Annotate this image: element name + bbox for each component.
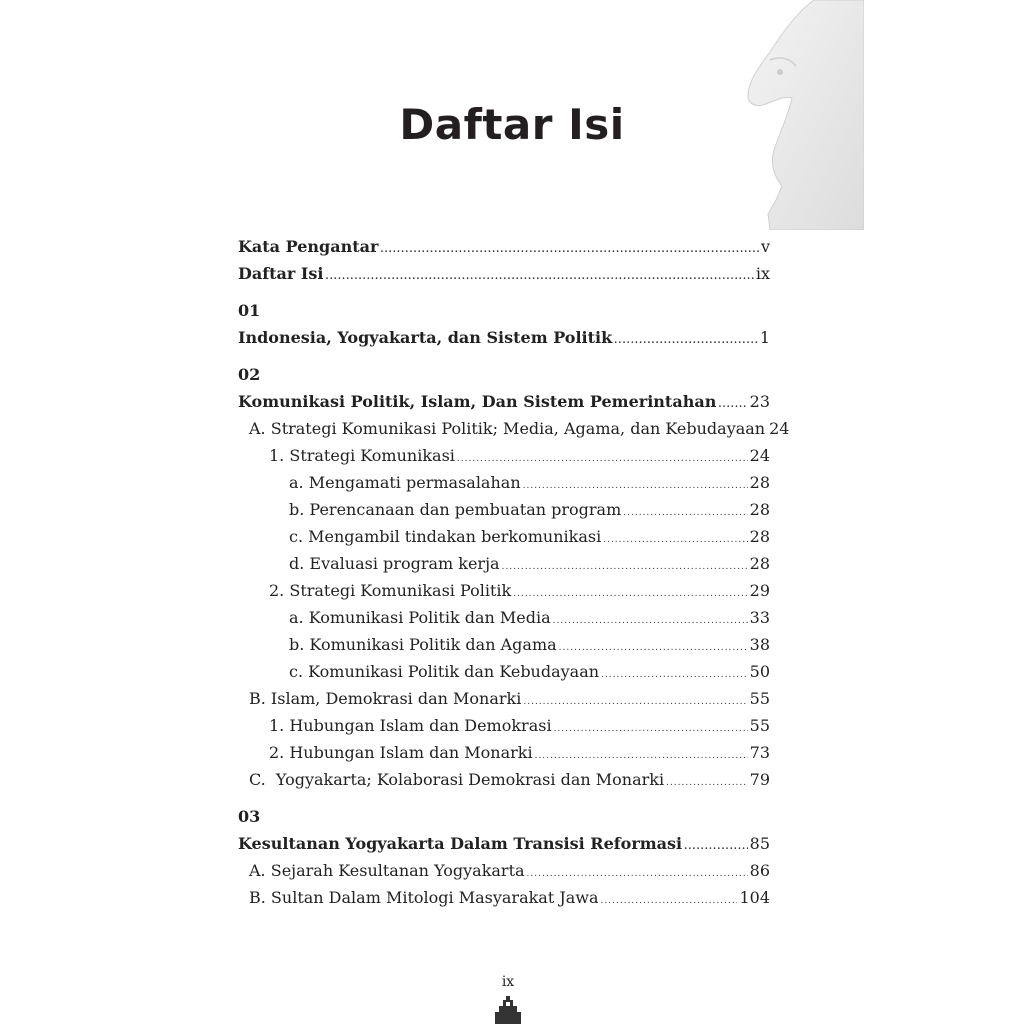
entry-page: 24 xyxy=(769,419,790,438)
entry-page: 28 xyxy=(749,554,770,573)
toc-entry[interactable] xyxy=(238,442,770,469)
toc-entry[interactable] xyxy=(238,857,770,884)
entry-page: v xyxy=(760,237,770,256)
toc-entry[interactable] xyxy=(238,712,770,739)
chapter-number: 01 xyxy=(238,301,261,320)
toc-entry[interactable] xyxy=(238,415,790,442)
entry-label: B. Islam, Demokrasi dan Monarki xyxy=(249,689,522,708)
entry-label: Daftar Isi xyxy=(238,264,324,283)
dot-leader xyxy=(603,527,747,554)
entry-page: 79 xyxy=(749,770,770,789)
toc-entry[interactable] xyxy=(238,523,770,550)
dot-leader xyxy=(502,554,748,581)
entry-page: 33 xyxy=(749,608,770,627)
toc-entry[interactable] xyxy=(238,577,770,604)
toc-entry[interactable] xyxy=(238,496,770,523)
entry-label: 1. Strategi Komunikasi xyxy=(269,446,455,465)
dot-leader xyxy=(601,888,738,915)
table-of-contents xyxy=(238,233,790,911)
entry-page: 50 xyxy=(749,662,770,681)
entry-page: 28 xyxy=(749,527,770,546)
entry-page: 38 xyxy=(749,635,770,654)
entry-page: ix xyxy=(755,264,770,283)
toc-entry[interactable] xyxy=(238,604,770,631)
entry-label: 2. Strategi Komunikasi Politik xyxy=(269,581,512,600)
dot-leader xyxy=(601,662,748,689)
dot-leader xyxy=(684,834,748,861)
toc-entry[interactable] xyxy=(238,766,770,793)
entry-page: 24 xyxy=(749,446,770,465)
entry-label: Kesultanan Yogyakarta Dalam Transisi Reformasi xyxy=(238,834,683,853)
entry-label: a. Mengamati permasalahan xyxy=(289,473,521,492)
entry-label: A. Strategi Komunikasi Politik; Media, Agama, dan Kebudayaan xyxy=(249,419,766,438)
castle-rook-icon xyxy=(493,996,523,1024)
dot-leader xyxy=(380,237,759,264)
entry-page: 55 xyxy=(749,689,770,708)
entry-label: b. Perencanaan dan pembuatan program xyxy=(289,500,622,519)
toc-entry[interactable] xyxy=(238,469,770,496)
entry-label: d. Evaluasi program kerja xyxy=(289,554,500,573)
entry-label: Kata Pengantar xyxy=(238,237,379,256)
entry-label: A. Sejarah Kesultanan Yogyakarta xyxy=(249,861,525,880)
toc-chapter-title[interactable] xyxy=(238,388,770,415)
dot-leader xyxy=(523,689,747,716)
dot-leader xyxy=(554,716,748,743)
entry-page: 28 xyxy=(749,500,770,519)
entry-page: 23 xyxy=(749,392,770,411)
toc-entry-daftar-isi[interactable] xyxy=(238,260,770,287)
entry-label: 2. Hubungan Islam dan Monarki xyxy=(269,743,533,762)
toc-entry[interactable] xyxy=(238,658,770,685)
page-number: ix xyxy=(501,974,515,990)
chapter-number: 03 xyxy=(238,807,261,826)
dot-leader xyxy=(623,500,747,527)
chapter-number: 02 xyxy=(238,365,261,384)
entry-page: 86 xyxy=(749,861,770,880)
entry-page: 28 xyxy=(749,473,770,492)
entry-label: c. Mengambil tindakan berkomunikasi xyxy=(289,527,602,546)
toc-entry[interactable] xyxy=(238,884,770,911)
entry-label: b. Komunikasi Politik dan Agama xyxy=(289,635,557,654)
dot-leader xyxy=(553,608,748,635)
entry-label: 1. Hubungan Islam dan Demokrasi xyxy=(269,716,552,735)
entry-page: 29 xyxy=(749,581,770,600)
toc-chapter-title[interactable] xyxy=(238,324,770,351)
toc-entry[interactable] xyxy=(238,550,770,577)
entry-label: B. Sultan Dalam Mitologi Masyarakat Jawa xyxy=(249,888,599,907)
entry-page: 55 xyxy=(749,716,770,735)
entry-page: 73 xyxy=(749,743,770,762)
toc-entry-kata-pengantar[interactable] xyxy=(238,233,770,260)
entry-label: c. Komunikasi Politik dan Kebudayaan xyxy=(289,662,600,681)
entry-label: Komunikasi Politik, Islam, Dan Sistem Pemerintahan xyxy=(238,392,717,411)
entry-label: Indonesia, Yogyakarta, dan Sistem Politik xyxy=(238,328,613,347)
entry-page: 85 xyxy=(749,834,770,853)
entry-label: C. Yogyakarta; Kolaborasi Demokrasi dan Monarki xyxy=(249,770,665,789)
dot-leader xyxy=(325,264,753,291)
dot-leader xyxy=(614,328,758,355)
toc-entry[interactable] xyxy=(238,631,770,658)
page-title: Daftar Isi xyxy=(399,100,625,149)
dot-leader xyxy=(666,770,748,797)
toc-entry[interactable] xyxy=(238,685,770,712)
entry-page: 104 xyxy=(739,888,770,907)
toc-entry[interactable] xyxy=(238,739,770,766)
entry-label: a. Komunikasi Politik dan Media xyxy=(289,608,551,627)
toc-chapter-title[interactable] xyxy=(238,830,770,857)
entry-page: 1 xyxy=(759,328,770,347)
